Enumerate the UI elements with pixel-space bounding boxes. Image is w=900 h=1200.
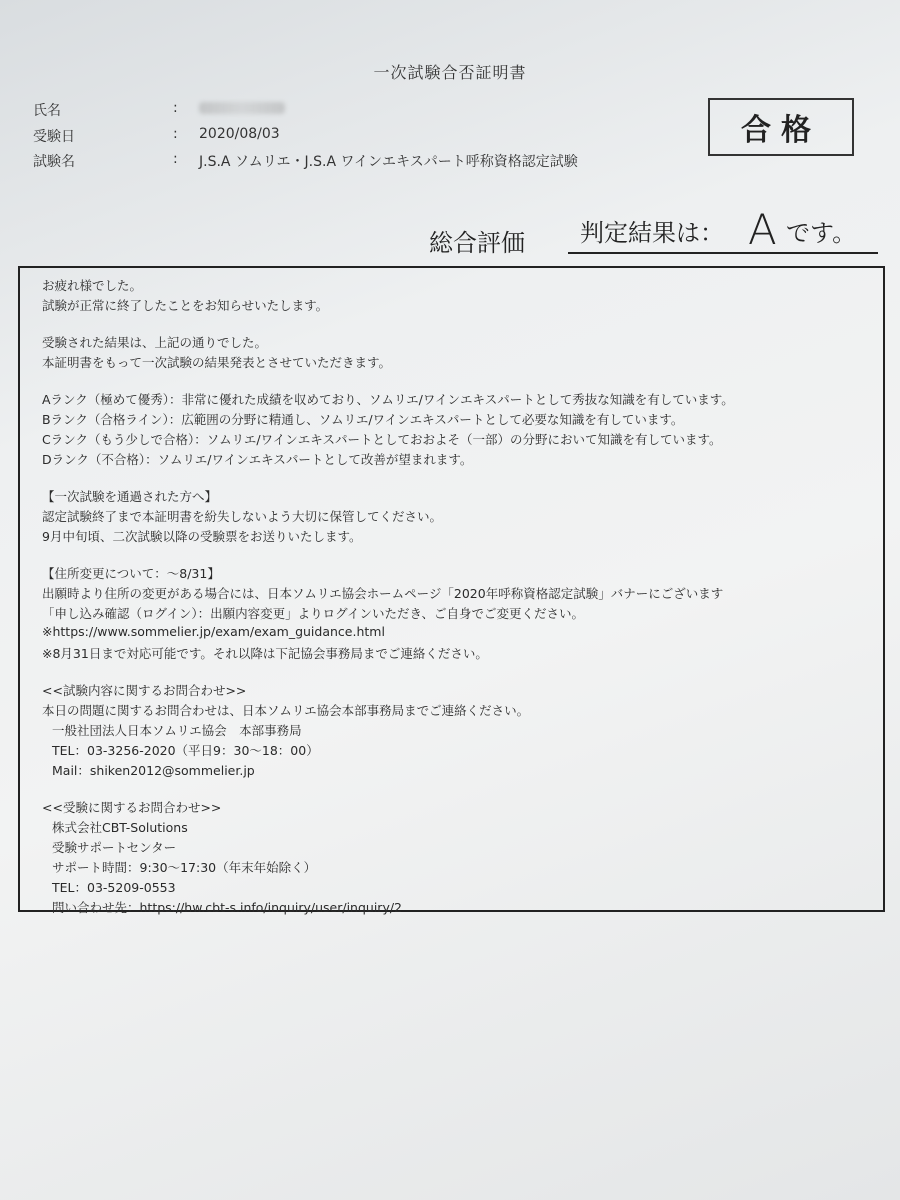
date-label: 受験日 xyxy=(33,129,75,145)
text-line: 本日の問題に関するお問合わせは、日本ソムリエ協会本部事務局までご連絡ください。 xyxy=(42,703,530,718)
section-heading: <<試験内容に関するお問合わせ>> xyxy=(42,683,247,698)
text-line: 出願時より住所の変更がある場合には、日本ソムリエ協会ホームページ「2020年呼称資格認定試験」バナーにございます xyxy=(42,586,724,601)
section-heading: <<受験に関するお問合わせ>> xyxy=(42,800,222,815)
result-prefix: 判定結果は： xyxy=(580,219,724,247)
date-value: 2020/08/03 xyxy=(199,126,280,142)
text-line: ※8月31日まで対応可能です。それ以降は下記協会事務局までご連絡ください。 xyxy=(42,646,488,661)
rank-b-line: Bランク（合格ライン）：広範囲の分野に精通し、ソムリエ/ワインエキスパートとして必要な知識を有しています。 xyxy=(42,412,684,427)
result-suffix: です。 xyxy=(786,219,857,247)
contact-mail: Mail：shiken2012@sommelier.jp xyxy=(52,763,255,778)
date-colon: : xyxy=(173,126,178,142)
contact-hours: サポート時間：9:30～17:30（年末年始除く） xyxy=(52,860,317,875)
contact-center: 受験サポートセンター xyxy=(52,840,177,855)
rank-a-line: Aランク（極めて優秀）：非常に優れた成績を収めており、ソムリエ/ワインエキスパートとして秀抜な知識を有しています。 xyxy=(42,392,734,407)
text-line: 受験された結果は、上記の通りでした。 xyxy=(42,335,268,350)
section-heading: 【住所変更について：～8/31】 xyxy=(42,566,220,581)
document-title: 一次試験合否証明書 xyxy=(373,63,527,82)
exam-value: J.S.A ソムリエ・J.S.A ワインエキスパート呼称資格認定試験 xyxy=(199,154,578,170)
exam-label: 試験名 xyxy=(33,154,75,170)
result-statement xyxy=(568,205,878,254)
pass-stamp: 合格 xyxy=(708,98,854,156)
section-heading: 【一次試験を通過された方へ】 xyxy=(42,489,218,504)
text-line: 「申し込み確認（ログイン）：出願内容変更」よりログインいただき、ご自身でご変更ください。 xyxy=(42,606,585,621)
text-line: 認定試験終了まで本証明書を紛失しないよう大切に保管してください。 xyxy=(42,509,443,524)
name-label: 氏名 xyxy=(33,103,61,119)
url-line: ※https://www.sommelier.jp/exam/exam_guidance.html xyxy=(42,624,385,639)
text-line: お疲れ様でした。 xyxy=(42,278,143,293)
exam-colon: : xyxy=(173,151,178,167)
contact-company: 株式会社CBT-Solutions xyxy=(52,820,188,835)
contact-org: 一般社団法人日本ソムリエ協会 本部事務局 xyxy=(52,723,302,738)
result-grade: A xyxy=(748,205,777,254)
rank-c-line: Cランク（もう少しで合格）：ソムリエ/ワインエキスパートとしておおよそ（一部）の分野において知識を有しています。 xyxy=(42,432,722,447)
text-line: 9月中旬頃、二次試験以降の受験票をお送りいたします。 xyxy=(42,529,362,544)
contact-tel: TEL：03-5209-0553 xyxy=(52,880,176,895)
name-colon: : xyxy=(173,100,178,116)
contact-url: 問い合わせ先：https://hw.cbt-s.info/inquiry/user/inquiry/2 xyxy=(52,900,403,915)
text-line: 本証明書をもって一次試験の結果発表とさせていただきます。 xyxy=(42,355,392,370)
redacted-name xyxy=(199,100,285,116)
contact-tel: TEL：03-3256-2020（平日9：30～18：00） xyxy=(52,743,319,758)
overall-evaluation-label: 総合評価 xyxy=(429,229,525,257)
rank-d-line: Dランク（不合格）：ソムリエ/ワインエキスパートとして改善が望まれます。 xyxy=(42,452,473,467)
text-line: 試験が正常に終了したことをお知らせいたします。 xyxy=(42,298,329,313)
